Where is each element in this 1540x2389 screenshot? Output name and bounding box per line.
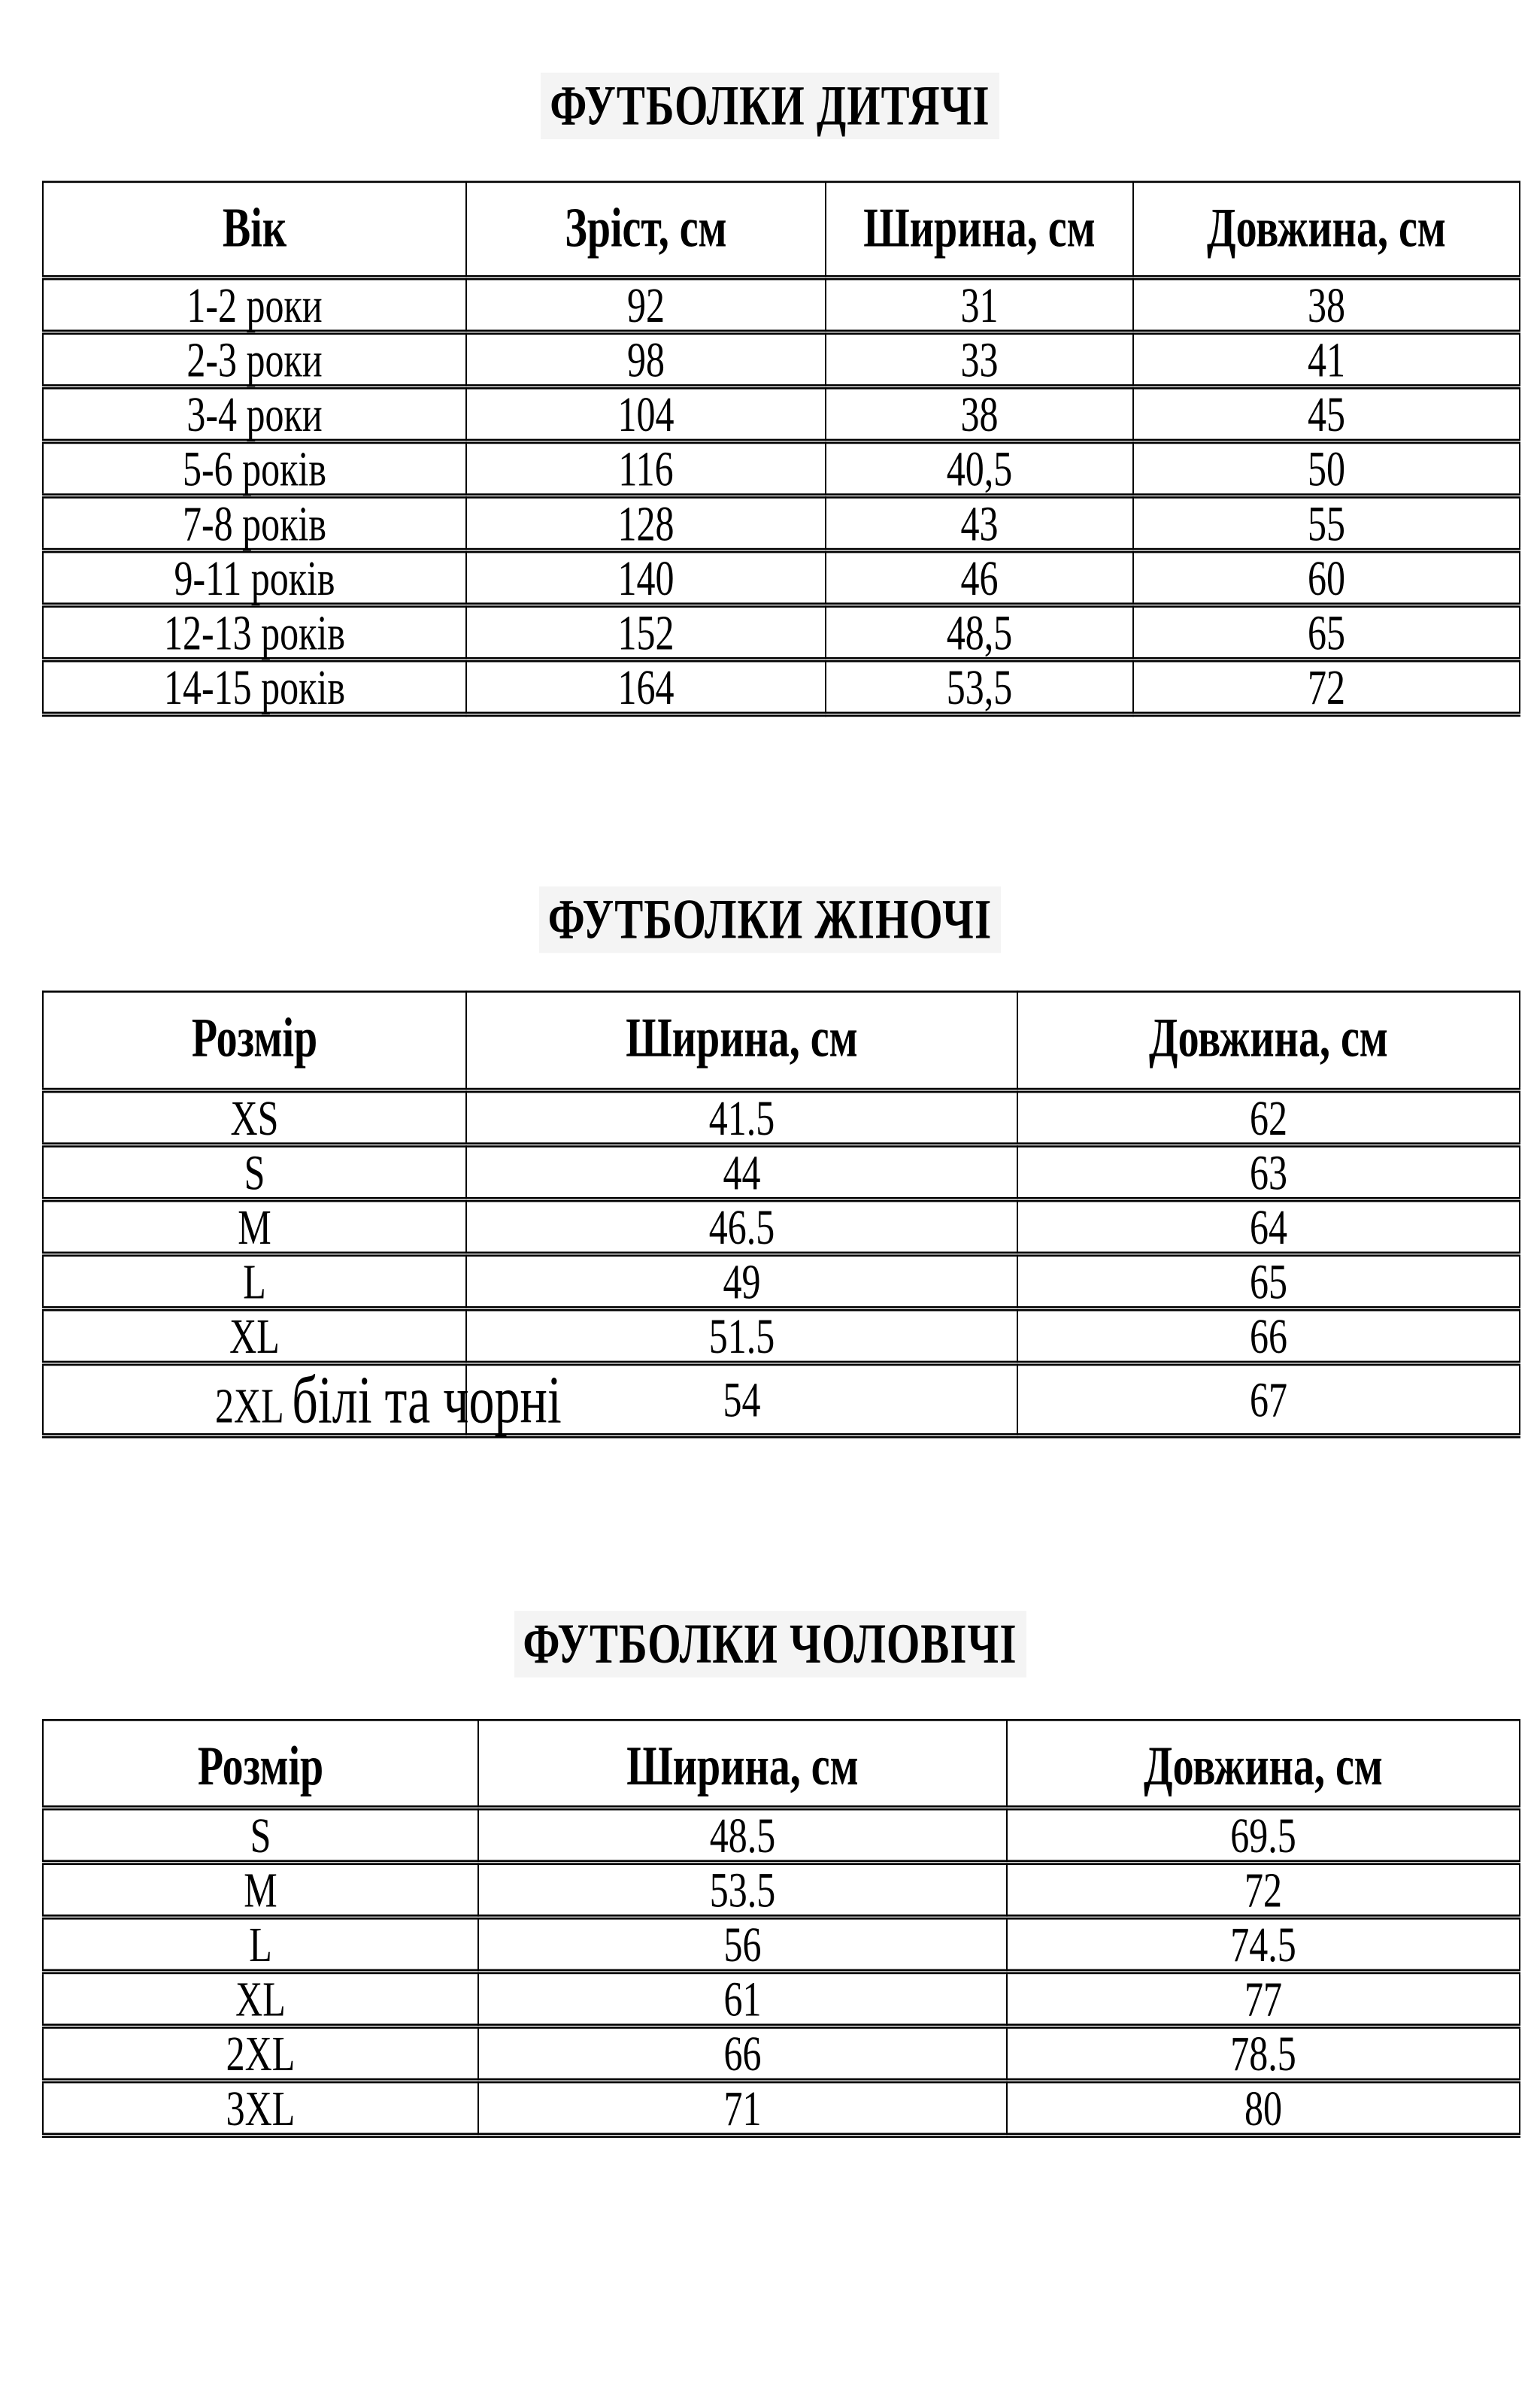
- section-women: [0, 887, 1540, 1438]
- value-cell: 66: [478, 2026, 1007, 2081]
- column-header-length: Довжина, см: [1007, 1720, 1520, 1807]
- value-cell: 53.5: [478, 1862, 1007, 1917]
- value-cell: 41: [1133, 332, 1520, 387]
- size-cell: XS: [43, 1090, 466, 1145]
- table-row: [43, 277, 1520, 332]
- value-cell: 67: [1017, 1363, 1520, 1436]
- column-header-size: Розмір: [43, 1720, 478, 1807]
- variant-note: білі та чорні: [292, 1361, 562, 1438]
- value-cell: 64: [1017, 1199, 1520, 1254]
- table-row: [43, 496, 1520, 550]
- column-header-width: Ширина, см: [466, 991, 1017, 1090]
- value-cell: 69.5: [1007, 1808, 1520, 1863]
- column-header-size: Розмір: [43, 991, 466, 1090]
- section-title-women: [0, 887, 1540, 952]
- size-cell: XL: [43, 1971, 478, 2026]
- section-title-highlight: ФУТБОЛКИ ЖІНОЧІ: [539, 886, 1001, 952]
- value-cell: 78.5: [1007, 2026, 1520, 2081]
- column-header-width: Ширина, см: [478, 1720, 1007, 1807]
- value-cell: 44: [466, 1145, 1017, 1200]
- header-row: [43, 991, 1520, 1090]
- header-row: [43, 182, 1520, 277]
- column-header-height: Зріст, см: [466, 182, 826, 277]
- size-label: 2XL: [215, 1378, 283, 1433]
- value-cell: 54: [466, 1363, 1017, 1436]
- value-cell: 62: [1017, 1090, 1520, 1145]
- size-cell: M: [43, 1862, 478, 1917]
- age-cell: 14-15 років: [43, 659, 466, 714]
- section-men: [0, 1612, 1540, 2138]
- value-cell: 92: [466, 277, 826, 332]
- section-kids: [0, 74, 1540, 717]
- value-cell: 56: [478, 1917, 1007, 1972]
- size-cell: S: [43, 1808, 478, 1863]
- table-row: [43, 1917, 1520, 1972]
- header-row: [43, 1720, 1520, 1807]
- value-cell: 164: [466, 659, 826, 714]
- table-row: [43, 1090, 1520, 1145]
- age-cell: 2-3 роки: [43, 332, 466, 387]
- value-cell: 152: [466, 605, 826, 659]
- age-cell: 3-4 роки: [43, 387, 466, 441]
- value-cell: 63: [1017, 1145, 1520, 1200]
- section-title-highlight: ФУТБОЛКИ ЧОЛОВІЧІ: [514, 1611, 1026, 1677]
- section-title-highlight: ФУТБОЛКИ ДИТЯЧІ: [541, 73, 999, 139]
- age-cell: 5-6 років: [43, 441, 466, 496]
- value-cell: 31: [826, 277, 1133, 332]
- value-cell: 74.5: [1007, 1917, 1520, 1972]
- table-row: [43, 2026, 1520, 2081]
- value-cell: 48,5: [826, 605, 1133, 659]
- table-row: [43, 659, 1520, 714]
- value-cell: 46: [826, 550, 1133, 605]
- value-cell: 80: [1007, 2080, 1520, 2135]
- value-cell: 140: [466, 550, 826, 605]
- section-title-kids: [0, 74, 1540, 139]
- value-cell: 104: [466, 387, 826, 441]
- size-table-kids: [42, 181, 1520, 717]
- table-row: [43, 1145, 1520, 1200]
- age-cell: 12-13 років: [43, 605, 466, 659]
- table-row: [43, 1308, 1520, 1363]
- table-row: [43, 1363, 1520, 1436]
- document-page: [0, 74, 1540, 2389]
- table-row: [43, 1862, 1520, 1917]
- value-cell: 48.5: [478, 1808, 1007, 1863]
- value-cell: 66: [1017, 1308, 1520, 1363]
- value-cell: 65: [1133, 605, 1520, 659]
- table-row: [43, 1254, 1520, 1309]
- column-header-length: Довжина, см: [1017, 991, 1520, 1090]
- value-cell: 51.5: [466, 1308, 1017, 1363]
- size-cell: S: [43, 1145, 466, 1200]
- size-cell: XL: [43, 1308, 466, 1363]
- table-row: [43, 605, 1520, 659]
- value-cell: 72: [1007, 1862, 1520, 1917]
- size-cell-2xl-variant: [43, 1361, 562, 1438]
- size-cell: 3XL: [43, 2080, 478, 2135]
- value-cell: 61: [478, 1971, 1007, 2026]
- column-header-width: Ширина, см: [826, 182, 1133, 277]
- value-cell: 38: [826, 387, 1133, 441]
- table-row: [43, 1808, 1520, 1863]
- value-cell: 72: [1133, 659, 1520, 714]
- section-title-men: [0, 1612, 1540, 1678]
- table-row: [43, 441, 1520, 496]
- value-cell: 116: [466, 441, 826, 496]
- table-row: [43, 2080, 1520, 2135]
- value-cell: 49: [466, 1254, 1017, 1309]
- size-table-men: [42, 1719, 1520, 2137]
- value-cell: 33: [826, 332, 1133, 387]
- value-cell: 40,5: [826, 441, 1133, 496]
- value-cell: 60: [1133, 550, 1520, 605]
- value-cell: 55: [1133, 496, 1520, 550]
- size-cell: L: [43, 1917, 478, 1972]
- age-cell: 7-8 років: [43, 496, 466, 550]
- value-cell: 71: [478, 2080, 1007, 2135]
- table-row: [43, 332, 1520, 387]
- size-table-women: [42, 990, 1520, 1439]
- column-header-length: Довжина, см: [1133, 182, 1520, 277]
- value-cell: 50: [1133, 441, 1520, 496]
- table-row: [43, 1199, 1520, 1254]
- age-cell: 1-2 роки: [43, 277, 466, 332]
- size-cell: 2XL: [43, 2026, 478, 2081]
- value-cell: 77: [1007, 1971, 1520, 2026]
- age-cell: 9-11 років: [43, 550, 466, 605]
- value-cell: 45: [1133, 387, 1520, 441]
- table-row: [43, 550, 1520, 605]
- value-cell: 43: [826, 496, 1133, 550]
- value-cell: 41.5: [466, 1090, 1017, 1145]
- table-row: [43, 1971, 1520, 2026]
- value-cell: 46.5: [466, 1199, 1017, 1254]
- size-cell: L: [43, 1254, 466, 1309]
- value-cell: 128: [466, 496, 826, 550]
- value-cell: 98: [466, 332, 826, 387]
- value-cell: 65: [1017, 1254, 1520, 1309]
- table-row: [43, 387, 1520, 441]
- value-cell: 53,5: [826, 659, 1133, 714]
- size-cell: M: [43, 1199, 466, 1254]
- value-cell: 38: [1133, 277, 1520, 332]
- column-header-age: Вік: [43, 182, 466, 277]
